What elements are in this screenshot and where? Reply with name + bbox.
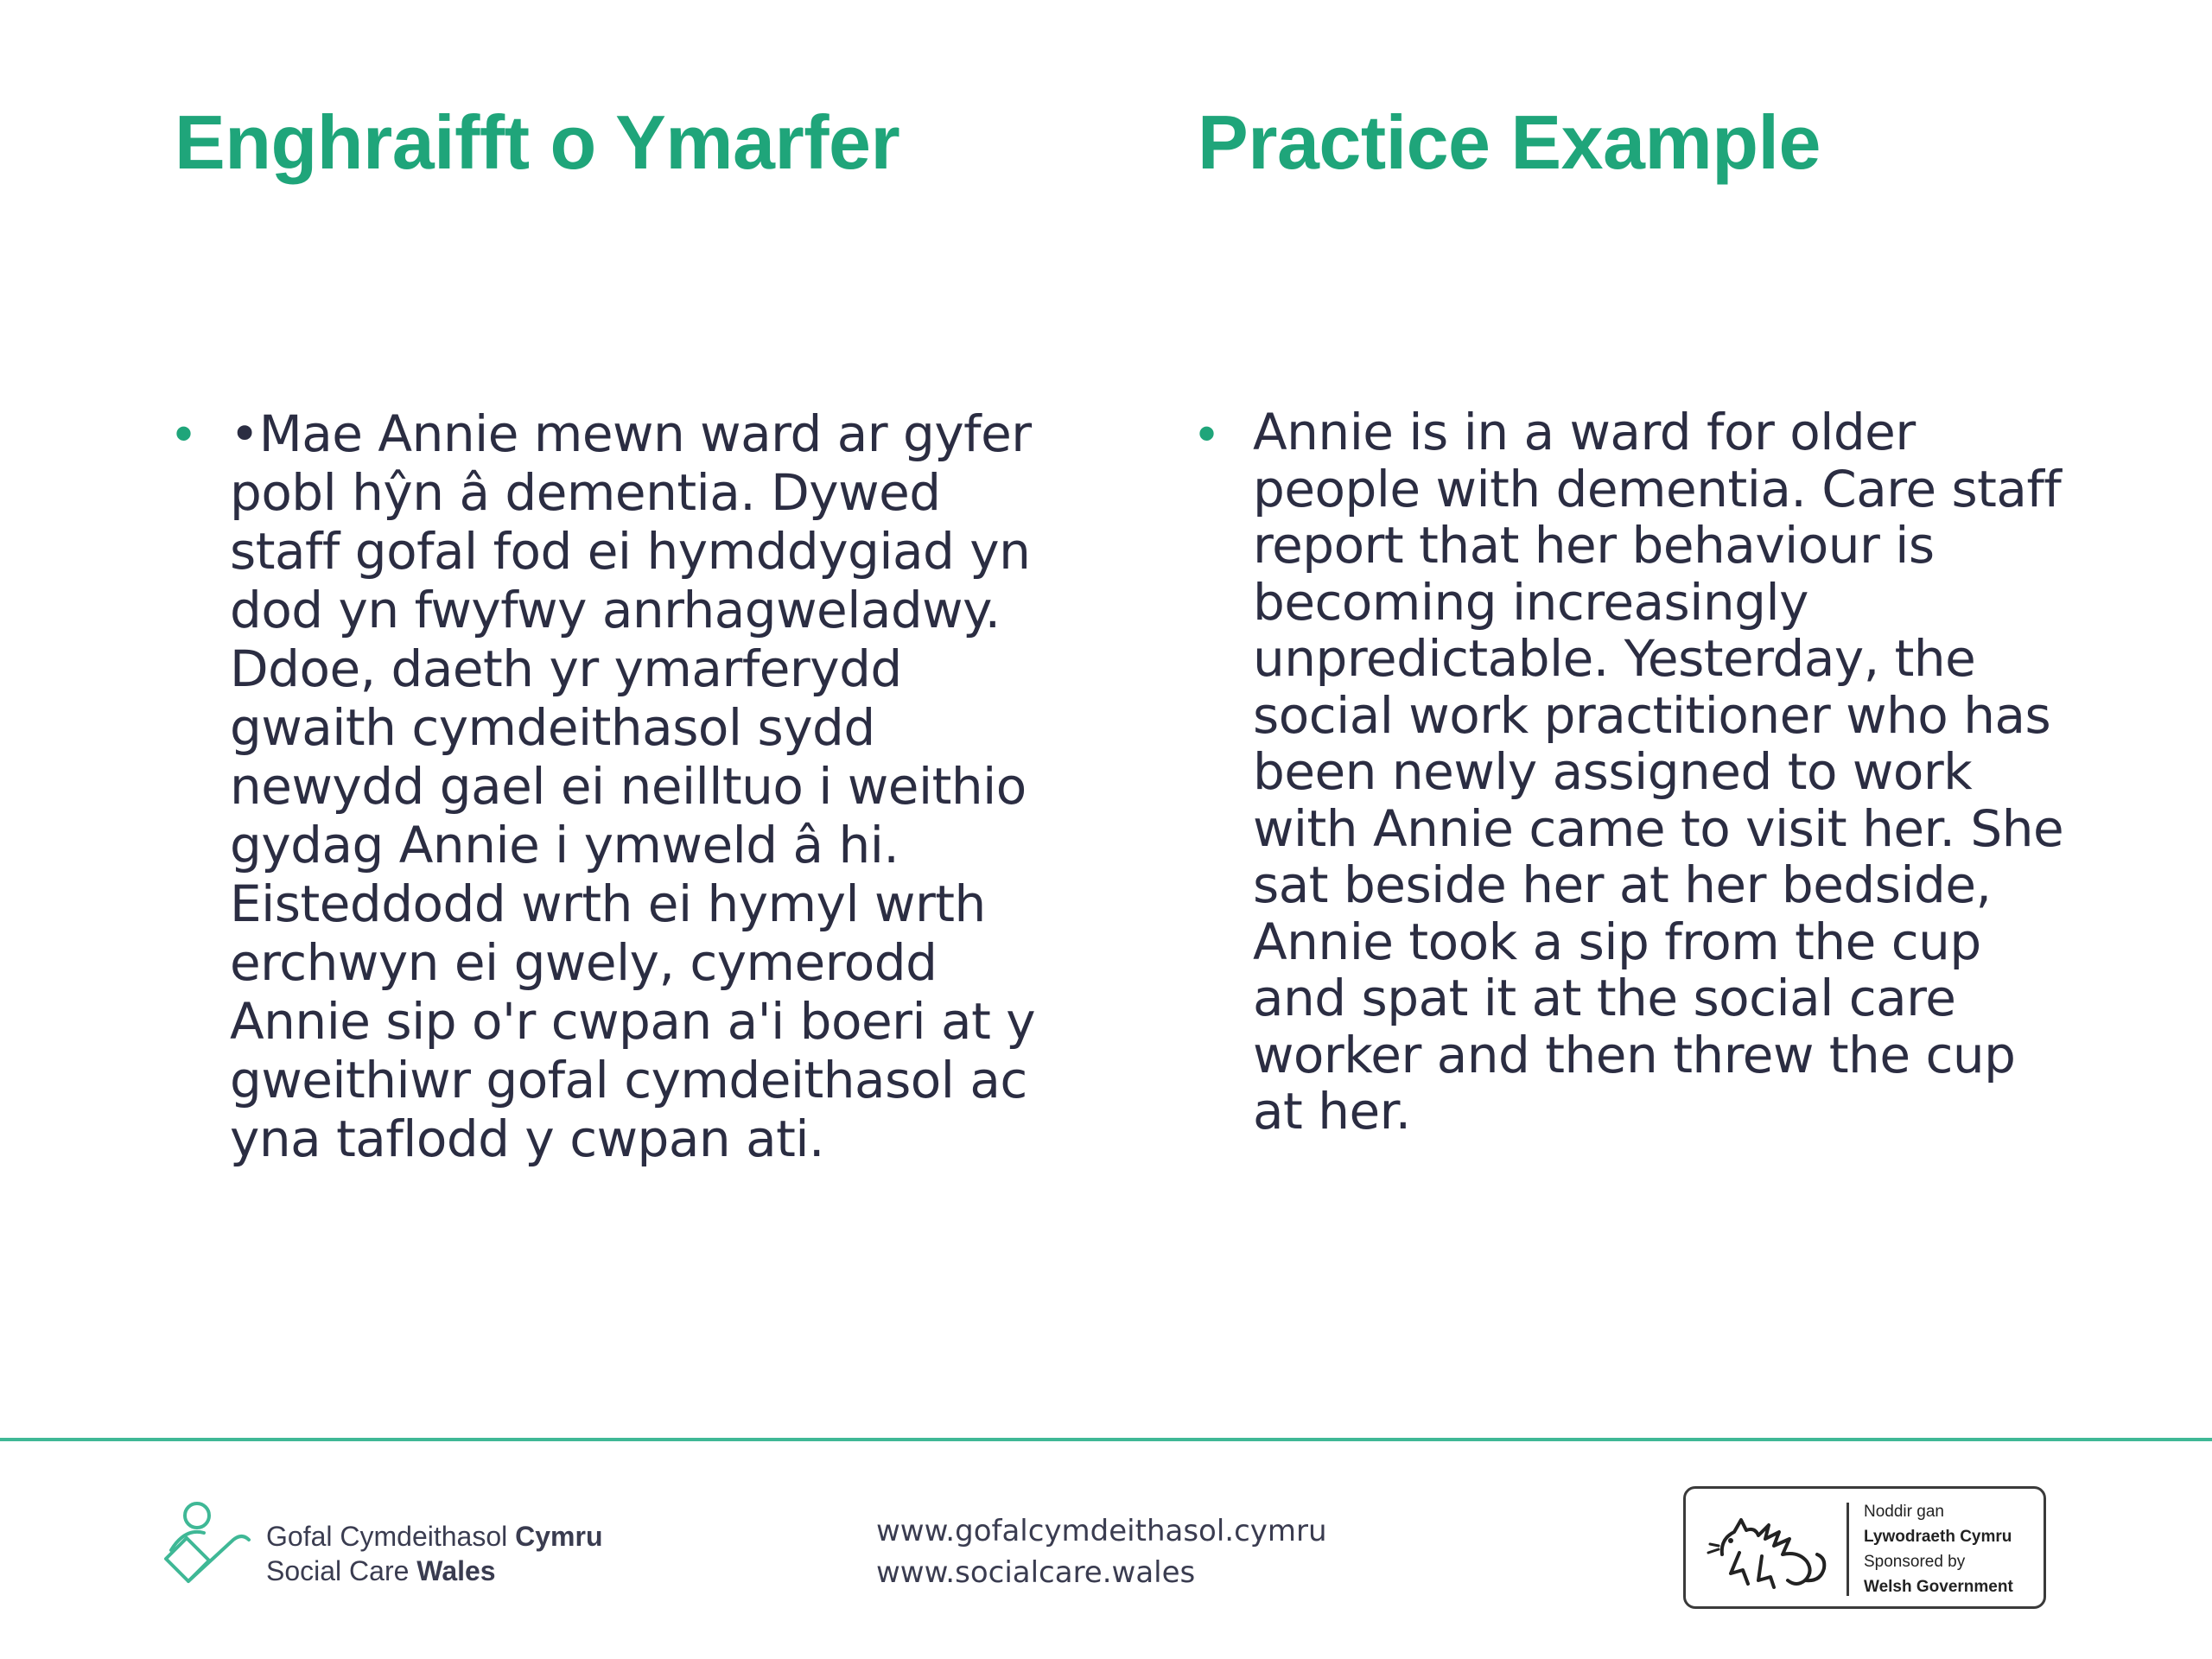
footer-divider [0,1438,2212,1441]
logo-wordmark [266,1519,602,1588]
badge-text [1864,1499,2013,1599]
footer-urls [876,1510,1327,1593]
url-welsh[interactable]: www.gofalcymdeithasol.cymru [876,1514,1327,1548]
badge-sponsored-by: Sponsored by [1864,1553,1966,1571]
welsh-dragon-icon [1705,1501,1834,1596]
badge-noddir-gan: Noddir gan [1864,1503,1944,1521]
welsh-practice-paragraph: •Mae Annie mewn ward ar gyfer pobl hŷn â dementia. Dywed staff gofal fod ei hymddygiad yn dod yn fwyfwy anrhagweladwy. Ddoe, daeth yr ymarferydd gwaith cymdeithasol sydd newydd gael ei neilltuo i weithio gydag Annie i ymweld â hi. Eisteddodd wrth ei hymyl wrth erchwyn ei gwely, cymerodd Annie sip o'r cwpan a'i boeri at y gweithiwr gofal cymdeithasol ac yna taflodd y cwpan ati. [230,404,1036,1168]
social-care-wales-logo-icon [159,1498,254,1590]
welsh-bullet-item [175,404,1056,1168]
english-bullet-marker: • [1198,404,1217,462]
logo-line-welsh: Gofal Cymdeithasol Cymru [266,1521,603,1552]
welsh-column [175,95,1056,1168]
welsh-bullet-marker: • [175,404,194,462]
english-column [1198,95,2079,1141]
logo-line-english: Social Care Wales [266,1555,496,1586]
badge-divider [1847,1503,1849,1596]
social-care-wales-logo [159,1495,643,1590]
english-bullet-item [1198,404,2079,1141]
badge-lywodraeth-cymru: Lywodraeth Cymru [1864,1528,2012,1546]
english-title: Practice Example [1198,99,1821,185]
welsh-title: Enghraifft o Ymarfer [175,99,900,185]
badge-welsh-government: Welsh Government [1864,1578,2013,1596]
url-english[interactable]: www.socialcare.wales [876,1555,1196,1590]
english-practice-paragraph: Annie is in a ward for older people with dementia. Care staff report that her behaviour is becoming increasingly unpredictable. Yesterday, the social work practitioner who has been newly assigned to work with Annie came to visit her. She sat beside her at her bedside, Annie took a sip from the cup and spat it at the social care worker and then threw the cup at her. [1253,403,2064,1141]
welsh-government-badge [1683,1486,2046,1609]
